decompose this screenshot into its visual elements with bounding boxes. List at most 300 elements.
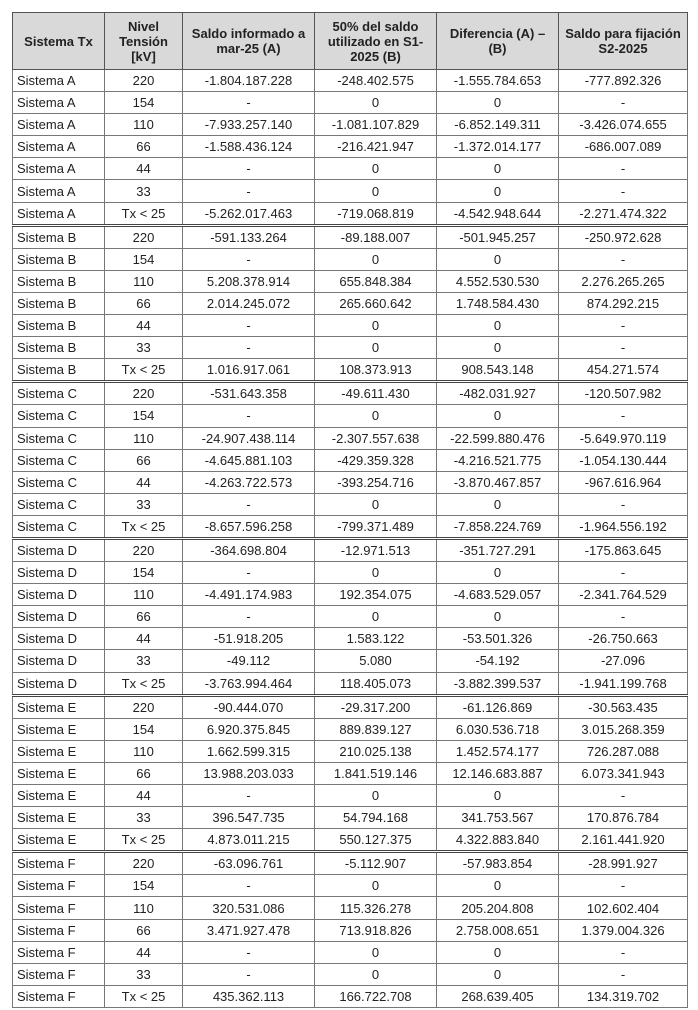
cell-sistema: Sistema F xyxy=(13,941,105,963)
cell-saldo-fijacion: - xyxy=(559,785,688,807)
table-row xyxy=(13,315,688,337)
cell-sistema: Sistema E xyxy=(13,718,105,740)
cell-diferencia: -3.882.399.537 xyxy=(437,672,559,695)
cell-sistema: Sistema D xyxy=(13,606,105,628)
cell-diferencia: -57.983.854 xyxy=(437,852,559,875)
cell-saldo-fijacion: - xyxy=(559,493,688,515)
cell-saldo-utilizado: 118.405.073 xyxy=(315,672,437,695)
cell-sistema: Sistema C xyxy=(13,427,105,449)
cell-saldo-utilizado: 54.794.168 xyxy=(315,807,437,829)
cell-saldo-utilizado: 5.080 xyxy=(315,650,437,672)
cell-sistema: Sistema D xyxy=(13,650,105,672)
cell-nivel: 220 xyxy=(105,382,183,405)
cell-saldo-informado: - xyxy=(183,180,315,202)
cell-sistema: Sistema D xyxy=(13,584,105,606)
cell-saldo-fijacion: -250.972.628 xyxy=(559,225,688,248)
cell-nivel: 110 xyxy=(105,897,183,919)
header-saldo-utilizado: 50% del saldo utilizado en S1-2025 (B) xyxy=(315,13,437,70)
table-row xyxy=(13,897,688,919)
cell-nivel: 66 xyxy=(105,449,183,471)
cell-saldo-fijacion: 3.015.268.359 xyxy=(559,718,688,740)
cell-saldo-fijacion: -1.054.130.444 xyxy=(559,449,688,471)
cell-saldo-fijacion: -2.271.474.322 xyxy=(559,202,688,225)
cell-sistema: Sistema A xyxy=(13,136,105,158)
cell-saldo-fijacion: -777.892.326 xyxy=(559,70,688,92)
cell-diferencia: 0 xyxy=(437,941,559,963)
cell-nivel: 44 xyxy=(105,315,183,337)
table-row xyxy=(13,427,688,449)
cell-diferencia: 0 xyxy=(437,248,559,270)
cell-diferencia: 0 xyxy=(437,315,559,337)
cell-saldo-utilizado: 265.660.642 xyxy=(315,292,437,314)
cell-saldo-utilizado: 0 xyxy=(315,405,437,427)
cell-saldo-utilizado: -2.307.557.638 xyxy=(315,427,437,449)
cell-saldo-informado: -51.918.205 xyxy=(183,628,315,650)
cell-saldo-informado: 4.873.011.215 xyxy=(183,829,315,852)
cell-sistema: Sistema E xyxy=(13,695,105,718)
cell-saldo-informado: - xyxy=(183,493,315,515)
cell-saldo-informado: -5.262.017.463 xyxy=(183,202,315,225)
table-row xyxy=(13,562,688,584)
table-container xyxy=(12,12,688,1008)
cell-sistema: Sistema F xyxy=(13,852,105,875)
cell-saldo-informado: -4.263.722.573 xyxy=(183,471,315,493)
cell-sistema: Sistema F xyxy=(13,963,105,985)
cell-saldo-informado: -364.698.804 xyxy=(183,538,315,561)
cell-diferencia: -7.858.224.769 xyxy=(437,515,559,538)
table-row xyxy=(13,963,688,985)
cell-saldo-fijacion: 134.319.702 xyxy=(559,985,688,1007)
cell-sistema: Sistema D xyxy=(13,628,105,650)
cell-saldo-informado: -4.491.174.983 xyxy=(183,584,315,606)
cell-saldo-utilizado: 655.848.384 xyxy=(315,270,437,292)
cell-sistema: Sistema F xyxy=(13,875,105,897)
table-row xyxy=(13,382,688,405)
cell-diferencia: 0 xyxy=(437,493,559,515)
cell-diferencia: 0 xyxy=(437,180,559,202)
cell-diferencia: 2.758.008.651 xyxy=(437,919,559,941)
cell-saldo-fijacion: - xyxy=(559,315,688,337)
cell-saldo-utilizado: 115.326.278 xyxy=(315,897,437,919)
cell-saldo-fijacion: 454.271.574 xyxy=(559,359,688,382)
cell-saldo-utilizado: 166.722.708 xyxy=(315,985,437,1007)
cell-nivel: 220 xyxy=(105,70,183,92)
table-row xyxy=(13,628,688,650)
cell-nivel: Tx < 25 xyxy=(105,359,183,382)
cell-saldo-fijacion: -1.964.556.192 xyxy=(559,515,688,538)
cell-sistema: Sistema B xyxy=(13,225,105,248)
table-row xyxy=(13,584,688,606)
cell-sistema: Sistema B xyxy=(13,359,105,382)
cell-nivel: 66 xyxy=(105,136,183,158)
cell-saldo-utilizado: 0 xyxy=(315,785,437,807)
cell-diferencia: 205.204.808 xyxy=(437,897,559,919)
cell-nivel: Tx < 25 xyxy=(105,985,183,1007)
cell-sistema: Sistema E xyxy=(13,829,105,852)
table-row xyxy=(13,875,688,897)
cell-diferencia: -53.501.326 xyxy=(437,628,559,650)
cell-sistema: Sistema B xyxy=(13,337,105,359)
cell-saldo-fijacion: 102.602.404 xyxy=(559,897,688,919)
cell-sistema: Sistema D xyxy=(13,562,105,584)
cell-nivel: 44 xyxy=(105,471,183,493)
cell-nivel: 33 xyxy=(105,493,183,515)
cell-sistema: Sistema B xyxy=(13,315,105,337)
cell-nivel: Tx < 25 xyxy=(105,515,183,538)
cell-saldo-fijacion: -28.991.927 xyxy=(559,852,688,875)
cell-nivel: 220 xyxy=(105,538,183,561)
cell-saldo-fijacion: - xyxy=(559,248,688,270)
cell-saldo-utilizado: 0 xyxy=(315,562,437,584)
cell-saldo-utilizado: 0 xyxy=(315,158,437,180)
cell-saldo-informado: 6.920.375.845 xyxy=(183,718,315,740)
header-saldo-fijacion: Saldo para fijación S2-2025 xyxy=(559,13,688,70)
cell-saldo-utilizado: 0 xyxy=(315,875,437,897)
cell-sistema: Sistema D xyxy=(13,672,105,695)
cell-saldo-fijacion: -686.007.089 xyxy=(559,136,688,158)
cell-sistema: Sistema A xyxy=(13,114,105,136)
cell-sistema: Sistema C xyxy=(13,515,105,538)
cell-saldo-informado: - xyxy=(183,963,315,985)
cell-saldo-utilizado: 108.373.913 xyxy=(315,359,437,382)
cell-nivel: 66 xyxy=(105,606,183,628)
table-row xyxy=(13,180,688,202)
cell-sistema: Sistema A xyxy=(13,202,105,225)
cell-saldo-informado: - xyxy=(183,405,315,427)
cell-saldo-utilizado: -799.371.489 xyxy=(315,515,437,538)
cell-saldo-informado: -8.657.596.258 xyxy=(183,515,315,538)
table-row xyxy=(13,695,688,718)
table-row xyxy=(13,718,688,740)
cell-sistema: Sistema B xyxy=(13,270,105,292)
cell-diferencia: -501.945.257 xyxy=(437,225,559,248)
cell-saldo-fijacion: 874.292.215 xyxy=(559,292,688,314)
cell-saldo-informado: 13.988.203.033 xyxy=(183,762,315,784)
cell-saldo-informado: -1.804.187.228 xyxy=(183,70,315,92)
cell-sistema: Sistema B xyxy=(13,292,105,314)
table-row xyxy=(13,740,688,762)
table-row xyxy=(13,225,688,248)
table-header xyxy=(13,13,688,70)
cell-saldo-informado: 320.531.086 xyxy=(183,897,315,919)
cell-saldo-utilizado: -29.317.200 xyxy=(315,695,437,718)
cell-sistema: Sistema C xyxy=(13,449,105,471)
cell-saldo-informado: -1.588.436.124 xyxy=(183,136,315,158)
cell-diferencia: 908.543.148 xyxy=(437,359,559,382)
cell-saldo-fijacion: -1.941.199.768 xyxy=(559,672,688,695)
table-row xyxy=(13,538,688,561)
cell-saldo-fijacion: 6.073.341.943 xyxy=(559,762,688,784)
cell-saldo-utilizado: -49.611.430 xyxy=(315,382,437,405)
cell-saldo-utilizado: 0 xyxy=(315,337,437,359)
table-row xyxy=(13,606,688,628)
cell-sistema: Sistema E xyxy=(13,762,105,784)
cell-diferencia: -4.216.521.775 xyxy=(437,449,559,471)
cell-saldo-informado: - xyxy=(183,337,315,359)
cell-diferencia: -22.599.880.476 xyxy=(437,427,559,449)
cell-saldo-utilizado: 1.583.122 xyxy=(315,628,437,650)
table-row xyxy=(13,202,688,225)
cell-nivel: 33 xyxy=(105,180,183,202)
cell-saldo-fijacion: -5.649.970.119 xyxy=(559,427,688,449)
table-row xyxy=(13,270,688,292)
cell-diferencia: 1.748.584.430 xyxy=(437,292,559,314)
cell-saldo-fijacion: -175.863.645 xyxy=(559,538,688,561)
table-row xyxy=(13,136,688,158)
cell-saldo-utilizado: 0 xyxy=(315,963,437,985)
cell-diferencia: 0 xyxy=(437,606,559,628)
cell-diferencia: -482.031.927 xyxy=(437,382,559,405)
cell-saldo-informado: 1.016.917.061 xyxy=(183,359,315,382)
cell-diferencia: 0 xyxy=(437,92,559,114)
cell-nivel: 110 xyxy=(105,584,183,606)
table-row xyxy=(13,292,688,314)
table-row xyxy=(13,919,688,941)
cell-saldo-fijacion: - xyxy=(559,875,688,897)
cell-sistema: Sistema E xyxy=(13,807,105,829)
table-body xyxy=(13,70,688,1008)
table-row xyxy=(13,941,688,963)
cell-saldo-informado: -63.096.761 xyxy=(183,852,315,875)
cell-saldo-fijacion: - xyxy=(559,405,688,427)
cell-saldo-utilizado: 713.918.826 xyxy=(315,919,437,941)
cell-saldo-informado: - xyxy=(183,941,315,963)
cell-saldo-informado: -591.133.264 xyxy=(183,225,315,248)
cell-saldo-informado: 435.362.113 xyxy=(183,985,315,1007)
cell-saldo-fijacion: -26.750.663 xyxy=(559,628,688,650)
cell-nivel: 110 xyxy=(105,740,183,762)
cell-saldo-informado: 3.471.927.478 xyxy=(183,919,315,941)
cell-saldo-informado: 396.547.735 xyxy=(183,807,315,829)
cell-saldo-utilizado: -248.402.575 xyxy=(315,70,437,92)
cell-saldo-utilizado: 0 xyxy=(315,941,437,963)
cell-diferencia: 268.639.405 xyxy=(437,985,559,1007)
cell-diferencia: 0 xyxy=(437,875,559,897)
cell-sistema: Sistema F xyxy=(13,897,105,919)
cell-saldo-utilizado: 0 xyxy=(315,248,437,270)
cell-saldo-fijacion: 170.876.784 xyxy=(559,807,688,829)
cell-diferencia: 0 xyxy=(437,337,559,359)
cell-sistema: Sistema E xyxy=(13,740,105,762)
cell-sistema: Sistema A xyxy=(13,180,105,202)
cell-saldo-fijacion: -2.341.764.529 xyxy=(559,584,688,606)
cell-diferencia: -54.192 xyxy=(437,650,559,672)
cell-nivel: Tx < 25 xyxy=(105,672,183,695)
cell-saldo-informado: 1.662.599.315 xyxy=(183,740,315,762)
table-row xyxy=(13,405,688,427)
cell-saldo-fijacion: - xyxy=(559,158,688,180)
cell-saldo-informado: -4.645.881.103 xyxy=(183,449,315,471)
cell-saldo-fijacion: -30.563.435 xyxy=(559,695,688,718)
cell-saldo-fijacion: - xyxy=(559,963,688,985)
cell-nivel: 220 xyxy=(105,225,183,248)
cell-sistema: Sistema A xyxy=(13,92,105,114)
cell-saldo-utilizado: 0 xyxy=(315,315,437,337)
cell-sistema: Sistema B xyxy=(13,248,105,270)
table-row xyxy=(13,515,688,538)
cell-diferencia: -3.870.467.857 xyxy=(437,471,559,493)
cell-nivel: Tx < 25 xyxy=(105,829,183,852)
cell-saldo-informado: -90.444.070 xyxy=(183,695,315,718)
table-row xyxy=(13,807,688,829)
cell-saldo-utilizado: 0 xyxy=(315,606,437,628)
cell-saldo-informado: - xyxy=(183,158,315,180)
cell-saldo-fijacion: 2.161.441.920 xyxy=(559,829,688,852)
cell-saldo-fijacion: - xyxy=(559,180,688,202)
cell-nivel: 110 xyxy=(105,114,183,136)
cell-saldo-utilizado: -89.188.007 xyxy=(315,225,437,248)
table-row xyxy=(13,852,688,875)
header-nivel-tension: Nivel Tensión [kV] xyxy=(105,13,183,70)
cell-nivel: 110 xyxy=(105,427,183,449)
cell-saldo-fijacion: - xyxy=(559,941,688,963)
cell-saldo-utilizado: -5.112.907 xyxy=(315,852,437,875)
table-row xyxy=(13,493,688,515)
cell-sistema: Sistema A xyxy=(13,70,105,92)
cell-saldo-informado: - xyxy=(183,92,315,114)
cell-nivel: 44 xyxy=(105,158,183,180)
cell-sistema: Sistema D xyxy=(13,538,105,561)
cell-saldo-utilizado: -429.359.328 xyxy=(315,449,437,471)
table-row xyxy=(13,829,688,852)
cell-diferencia: -4.542.948.644 xyxy=(437,202,559,225)
cell-nivel: 154 xyxy=(105,92,183,114)
cell-nivel: 154 xyxy=(105,248,183,270)
cell-saldo-utilizado: -1.081.107.829 xyxy=(315,114,437,136)
cell-saldo-informado: -531.643.358 xyxy=(183,382,315,405)
balance-table xyxy=(12,12,688,1008)
table-row xyxy=(13,114,688,136)
cell-nivel: 33 xyxy=(105,963,183,985)
cell-sistema: Sistema A xyxy=(13,158,105,180)
cell-saldo-fijacion: 726.287.088 xyxy=(559,740,688,762)
table-row xyxy=(13,985,688,1007)
cell-saldo-fijacion: 1.379.004.326 xyxy=(559,919,688,941)
cell-diferencia: -6.852.149.311 xyxy=(437,114,559,136)
cell-diferencia: 341.753.567 xyxy=(437,807,559,829)
header-diferencia: Diferencia (A) – (B) xyxy=(437,13,559,70)
cell-saldo-utilizado: -216.421.947 xyxy=(315,136,437,158)
cell-saldo-fijacion: - xyxy=(559,92,688,114)
table-row xyxy=(13,449,688,471)
table-row xyxy=(13,650,688,672)
table-row xyxy=(13,337,688,359)
table-row xyxy=(13,158,688,180)
cell-nivel: 44 xyxy=(105,628,183,650)
cell-diferencia: 0 xyxy=(437,562,559,584)
cell-saldo-fijacion: - xyxy=(559,606,688,628)
cell-sistema: Sistema F xyxy=(13,985,105,1007)
cell-nivel: 33 xyxy=(105,807,183,829)
cell-saldo-fijacion: - xyxy=(559,337,688,359)
cell-saldo-informado: -7.933.257.140 xyxy=(183,114,315,136)
cell-saldo-fijacion: -120.507.982 xyxy=(559,382,688,405)
cell-sistema: Sistema E xyxy=(13,785,105,807)
cell-sistema: Sistema C xyxy=(13,405,105,427)
cell-saldo-utilizado: 0 xyxy=(315,493,437,515)
table-row xyxy=(13,70,688,92)
cell-nivel: 33 xyxy=(105,650,183,672)
cell-saldo-utilizado: 0 xyxy=(315,92,437,114)
table-row xyxy=(13,248,688,270)
cell-diferencia: 1.452.574.177 xyxy=(437,740,559,762)
cell-diferencia: 0 xyxy=(437,963,559,985)
cell-diferencia: 4.552.530.530 xyxy=(437,270,559,292)
cell-saldo-informado: -49.112 xyxy=(183,650,315,672)
table-row xyxy=(13,359,688,382)
cell-nivel: 66 xyxy=(105,762,183,784)
cell-saldo-utilizado: 0 xyxy=(315,180,437,202)
header-sistema-tx: Sistema Tx xyxy=(13,13,105,70)
cell-diferencia: 12.146.683.887 xyxy=(437,762,559,784)
cell-saldo-fijacion: -967.616.964 xyxy=(559,471,688,493)
cell-saldo-informado: - xyxy=(183,875,315,897)
cell-saldo-fijacion: -27.096 xyxy=(559,650,688,672)
cell-saldo-utilizado: 889.839.127 xyxy=(315,718,437,740)
cell-diferencia: 4.322.883.840 xyxy=(437,829,559,852)
table-row xyxy=(13,672,688,695)
cell-saldo-fijacion: - xyxy=(559,562,688,584)
header-row xyxy=(13,13,688,70)
table-row xyxy=(13,471,688,493)
cell-nivel: 33 xyxy=(105,337,183,359)
cell-saldo-utilizado: -719.068.819 xyxy=(315,202,437,225)
table-row xyxy=(13,762,688,784)
cell-saldo-fijacion: 2.276.265.265 xyxy=(559,270,688,292)
cell-nivel: 220 xyxy=(105,852,183,875)
table-row xyxy=(13,785,688,807)
cell-sistema: Sistema C xyxy=(13,471,105,493)
cell-saldo-informado: -3.763.994.464 xyxy=(183,672,315,695)
cell-diferencia: 6.030.536.718 xyxy=(437,718,559,740)
cell-sistema: Sistema C xyxy=(13,493,105,515)
cell-saldo-informado: 2.014.245.072 xyxy=(183,292,315,314)
cell-saldo-utilizado: 1.841.519.146 xyxy=(315,762,437,784)
cell-saldo-informado: - xyxy=(183,606,315,628)
cell-diferencia: 0 xyxy=(437,785,559,807)
cell-saldo-fijacion: -3.426.074.655 xyxy=(559,114,688,136)
cell-diferencia: -61.126.869 xyxy=(437,695,559,718)
cell-nivel: 220 xyxy=(105,695,183,718)
cell-saldo-informado: - xyxy=(183,785,315,807)
header-saldo-informado: Saldo informado a mar-25 (A) xyxy=(183,13,315,70)
cell-diferencia: 0 xyxy=(437,405,559,427)
cell-nivel: 44 xyxy=(105,785,183,807)
cell-diferencia: -1.372.014.177 xyxy=(437,136,559,158)
cell-diferencia: 0 xyxy=(437,158,559,180)
cell-saldo-utilizado: -393.254.716 xyxy=(315,471,437,493)
cell-nivel: 154 xyxy=(105,718,183,740)
cell-diferencia: -4.683.529.057 xyxy=(437,584,559,606)
cell-saldo-utilizado: 210.025.138 xyxy=(315,740,437,762)
cell-nivel: 110 xyxy=(105,270,183,292)
cell-nivel: 66 xyxy=(105,919,183,941)
cell-saldo-informado: - xyxy=(183,562,315,584)
cell-saldo-informado: - xyxy=(183,248,315,270)
cell-saldo-utilizado: 550.127.375 xyxy=(315,829,437,852)
cell-saldo-informado: - xyxy=(183,315,315,337)
cell-nivel: Tx < 25 xyxy=(105,202,183,225)
cell-nivel: 154 xyxy=(105,405,183,427)
table-row xyxy=(13,92,688,114)
cell-nivel: 66 xyxy=(105,292,183,314)
cell-saldo-utilizado: -12.971.513 xyxy=(315,538,437,561)
cell-saldo-utilizado: 192.354.075 xyxy=(315,584,437,606)
cell-sistema: Sistema F xyxy=(13,919,105,941)
cell-nivel: 154 xyxy=(105,562,183,584)
cell-nivel: 154 xyxy=(105,875,183,897)
cell-diferencia: -351.727.291 xyxy=(437,538,559,561)
